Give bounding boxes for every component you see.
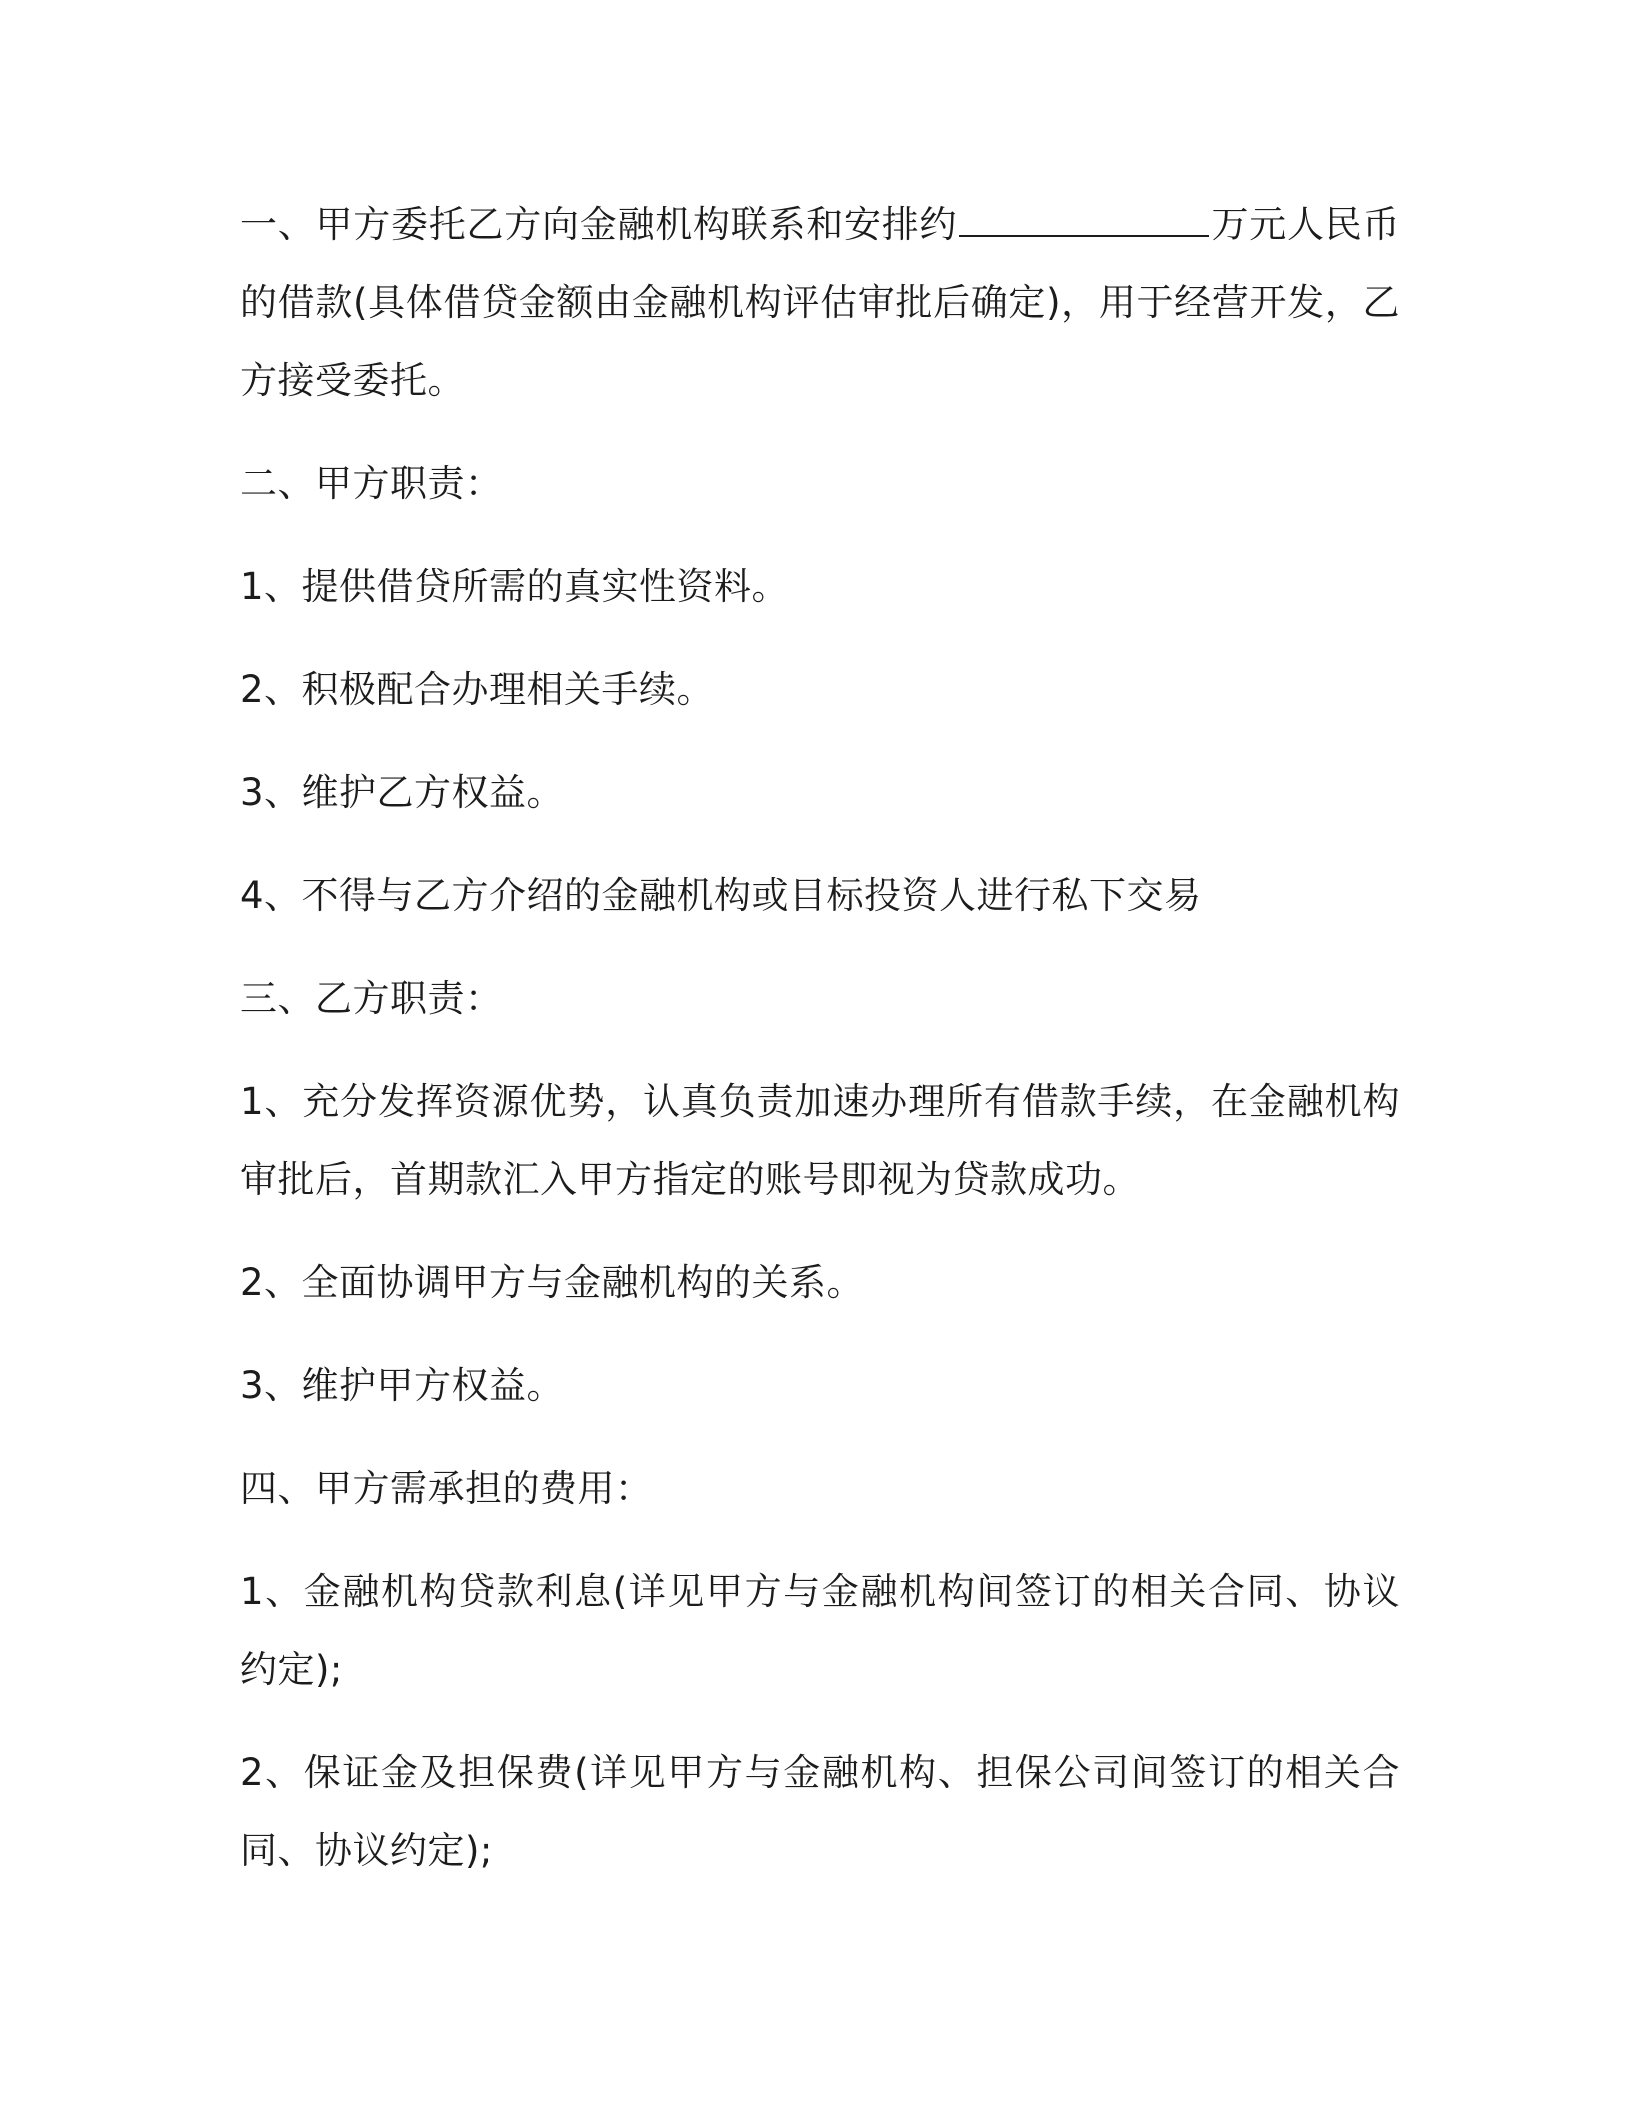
section-2-item-3: 3、维护乙方权益。 bbox=[240, 771, 565, 814]
section-2-item-2: 2、积极配合办理相关手续。 bbox=[240, 668, 715, 711]
section-3-heading: 三、乙方职责： bbox=[240, 977, 503, 1020]
document-body bbox=[240, 186, 1400, 1915]
clause-1-text-after: 万元人民币的借款(具体借贷金额由金融机构评估审批后确定)，用于经营开发，乙方接受委托。 bbox=[240, 203, 1400, 402]
section-4-heading: 四、甲方需承担的费用： bbox=[240, 1467, 653, 1510]
clause-1 bbox=[240, 186, 1400, 420]
amount-blank bbox=[959, 191, 1209, 237]
section-3-item-3: 3、维护甲方权益。 bbox=[240, 1364, 565, 1407]
section-4-item-2: 2、保证金及担保费(详见甲方与金融机构、担保公司间签订的相关合同、协议约定); bbox=[240, 1751, 1400, 1872]
section-2-item-1: 1、提供借贷所需的真实性资料。 bbox=[240, 565, 790, 608]
section-4-item-1: 1、金融机构贷款利息(详见甲方与金融机构间签订的相关合同、协议约定); bbox=[240, 1570, 1400, 1691]
section-2-heading: 二、甲方职责： bbox=[240, 462, 503, 505]
clause-1-text-before: 一、甲方委托乙方向金融机构联系和安排约 bbox=[240, 203, 958, 246]
section-3-item-1: 1、充分发挥资源优势，认真负责加速办理所有借款手续，在金融机构审批后，首期款汇入甲方指定的账号即视为贷款成功。 bbox=[240, 1080, 1400, 1201]
section-3-item-2: 2、全面协调甲方与金融机构的关系。 bbox=[240, 1261, 865, 1304]
section-2-item-4: 4、不得与乙方介绍的金融机构或目标投资人进行私下交易 bbox=[240, 874, 1202, 917]
